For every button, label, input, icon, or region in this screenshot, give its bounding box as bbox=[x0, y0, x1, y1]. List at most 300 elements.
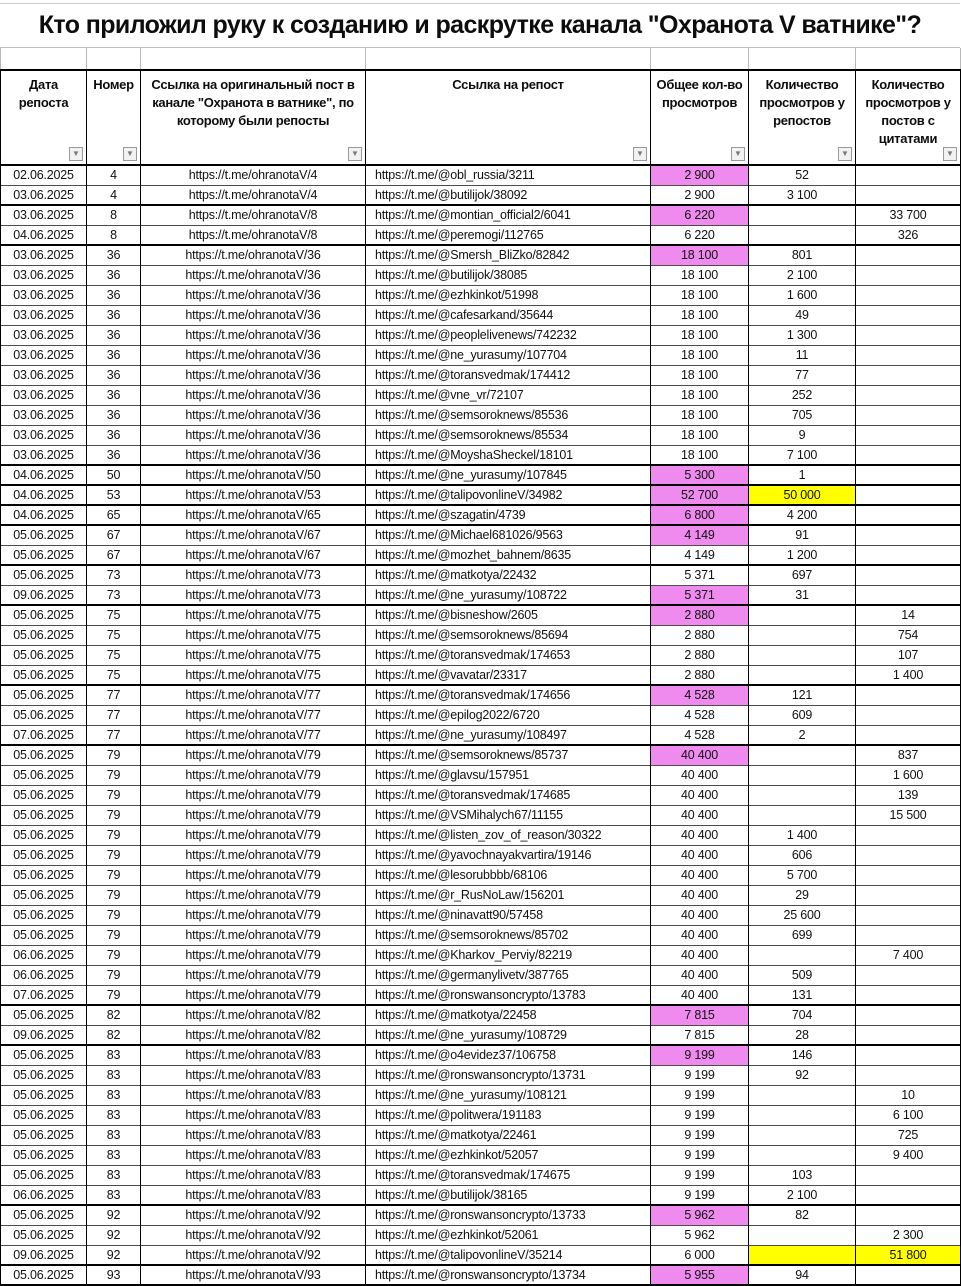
cell-total-views: 18 100 bbox=[651, 285, 749, 305]
cell-quote-views: 139 bbox=[856, 785, 961, 805]
cell-original-link: https://t.me/ohranotaV/77 bbox=[141, 705, 366, 725]
table-row bbox=[1, 705, 961, 725]
cell-total-views: 9 199 bbox=[651, 1045, 749, 1065]
cell-quote-views bbox=[856, 245, 961, 265]
cell-original-link: https://t.me/ohranotaV/75 bbox=[141, 625, 366, 645]
cell-total-views: 40 400 bbox=[651, 785, 749, 805]
cell-total-views: 40 400 bbox=[651, 945, 749, 965]
cell-repost-views: 1 400 bbox=[749, 825, 856, 845]
cell-post-number: 92 bbox=[87, 1225, 141, 1245]
table-row bbox=[1, 325, 961, 345]
table-row bbox=[1, 1125, 961, 1145]
table-row bbox=[1, 1065, 961, 1085]
cell-post-number: 79 bbox=[87, 825, 141, 845]
header-repost-link bbox=[366, 70, 651, 165]
cell-repost-views: 146 bbox=[749, 1045, 856, 1065]
header-total-views bbox=[651, 70, 749, 165]
cell-repost-date: 05.06.2025 bbox=[1, 805, 87, 825]
cell-total-views: 2 880 bbox=[651, 605, 749, 625]
cell-repost-date: 05.06.2025 bbox=[1, 925, 87, 945]
cell-repost-date: 03.06.2025 bbox=[1, 205, 87, 225]
cell-post-number: 79 bbox=[87, 985, 141, 1005]
cell-original-link: https://t.me/ohranotaV/83 bbox=[141, 1105, 366, 1125]
cell-original-link: https://t.me/ohranotaV/83 bbox=[141, 1085, 366, 1105]
table-row bbox=[1, 465, 961, 485]
filter-dropdown-icon[interactable]: ▼ bbox=[838, 147, 852, 161]
table-row bbox=[1, 985, 961, 1005]
cell-original-link: https://t.me/ohranotaV/36 bbox=[141, 285, 366, 305]
cell-repost-link: https://t.me/@butilijok/38085 bbox=[366, 265, 651, 285]
cell-quote-views bbox=[856, 1185, 961, 1205]
table-row bbox=[1, 225, 961, 245]
cell-quote-views bbox=[856, 905, 961, 925]
cell-repost-link: https://t.me/@ronswansoncrypto/13733 bbox=[366, 1205, 651, 1225]
cell-original-link: https://t.me/ohranotaV/36 bbox=[141, 365, 366, 385]
cell-post-number: 67 bbox=[87, 525, 141, 545]
cell-repost-views: 82 bbox=[749, 1205, 856, 1225]
cell-repost-views: 1 300 bbox=[749, 325, 856, 345]
table-row bbox=[1, 485, 961, 505]
cell-quote-views bbox=[856, 1065, 961, 1085]
cell-total-views: 52 700 bbox=[651, 485, 749, 505]
cell-post-number: 36 bbox=[87, 305, 141, 325]
cell-repost-link: https://t.me/@ronswansoncrypto/13731 bbox=[366, 1065, 651, 1085]
header-number bbox=[87, 70, 141, 165]
cell-post-number: 79 bbox=[87, 905, 141, 925]
cell-repost-link: https://t.me/@germanylivetv/387765 bbox=[366, 965, 651, 985]
cell-repost-views: 25 600 bbox=[749, 905, 856, 925]
cell-original-link: https://t.me/ohranotaV/77 bbox=[141, 685, 366, 705]
cell-repost-date: 06.06.2025 bbox=[1, 945, 87, 965]
cell-total-views: 7 815 bbox=[651, 1005, 749, 1025]
cell-total-views: 5 962 bbox=[651, 1205, 749, 1225]
cell-repost-views bbox=[749, 205, 856, 225]
cell-post-number: 83 bbox=[87, 1145, 141, 1165]
cell-repost-link: https://t.me/@VSMihalych67/11155 bbox=[366, 805, 651, 825]
cell-repost-date: 03.06.2025 bbox=[1, 365, 87, 385]
cell-total-views: 9 199 bbox=[651, 1185, 749, 1205]
header-repost-link-label: Ссылка на репост bbox=[452, 77, 564, 92]
cell-repost-link: https://t.me/@mozhet_bahnem/8635 bbox=[366, 545, 651, 565]
cell-repost-views: 1 bbox=[749, 465, 856, 485]
header-date-label: Дата репоста bbox=[18, 77, 69, 110]
cell-total-views: 40 400 bbox=[651, 885, 749, 905]
cell-quote-views bbox=[856, 265, 961, 285]
table-row bbox=[1, 265, 961, 285]
cell-repost-link: https://t.me/@talipovonlineV/34982 bbox=[366, 485, 651, 505]
cell-quote-views bbox=[856, 565, 961, 585]
spacer-cell bbox=[856, 48, 961, 70]
cell-repost-views: 4 200 bbox=[749, 505, 856, 525]
cell-total-views: 2 900 bbox=[651, 165, 749, 185]
cell-quote-views: 9 400 bbox=[856, 1145, 961, 1165]
cell-repost-link: https://t.me/@politwera/191183 bbox=[366, 1105, 651, 1125]
table-row bbox=[1, 1225, 961, 1245]
cell-original-link: https://t.me/ohranotaV/79 bbox=[141, 765, 366, 785]
cell-original-link: https://t.me/ohranotaV/50 bbox=[141, 465, 366, 485]
cell-repost-link: https://t.me/@ne_yurasumy/107704 bbox=[366, 345, 651, 365]
cell-post-number: 77 bbox=[87, 705, 141, 725]
cell-total-views: 5 962 bbox=[651, 1225, 749, 1245]
cell-repost-date: 09.06.2025 bbox=[1, 585, 87, 605]
cell-original-link: https://t.me/ohranotaV/4 bbox=[141, 165, 366, 185]
cell-quote-views bbox=[856, 1165, 961, 1185]
cell-repost-date: 05.06.2025 bbox=[1, 1265, 87, 1285]
cell-post-number: 79 bbox=[87, 845, 141, 865]
cell-quote-views bbox=[856, 585, 961, 605]
cell-post-number: 79 bbox=[87, 765, 141, 785]
cell-repost-views: 705 bbox=[749, 405, 856, 425]
cell-repost-date: 05.06.2025 bbox=[1, 665, 87, 685]
cell-repost-link: https://t.me/@toransvedmak/174685 bbox=[366, 785, 651, 805]
cell-post-number: 79 bbox=[87, 925, 141, 945]
cell-repost-views: 1 600 bbox=[749, 285, 856, 305]
cell-repost-views: 11 bbox=[749, 345, 856, 365]
table-row bbox=[1, 1185, 961, 1205]
header-total-views-label: Общее кол-во просмотров bbox=[656, 77, 743, 110]
cell-quote-views: 15 500 bbox=[856, 805, 961, 825]
cell-repost-views: 77 bbox=[749, 365, 856, 385]
cell-post-number: 36 bbox=[87, 245, 141, 265]
cell-repost-date: 07.06.2025 bbox=[1, 985, 87, 1005]
cell-total-views: 5 955 bbox=[651, 1265, 749, 1285]
cell-repost-link: https://t.me/@ronswansoncrypto/13783 bbox=[366, 985, 651, 1005]
cell-quote-views: 326 bbox=[856, 225, 961, 245]
spacer-cell bbox=[366, 48, 651, 70]
cell-quote-views bbox=[856, 685, 961, 705]
cell-post-number: 53 bbox=[87, 485, 141, 505]
cell-post-number: 93 bbox=[87, 1265, 141, 1285]
cell-post-number: 36 bbox=[87, 325, 141, 345]
cell-repost-views bbox=[749, 1085, 856, 1105]
title-block bbox=[0, 3, 960, 48]
cell-repost-date: 05.06.2025 bbox=[1, 1085, 87, 1105]
cell-repost-date: 07.06.2025 bbox=[1, 725, 87, 745]
cell-repost-views: 697 bbox=[749, 565, 856, 585]
filter-dropdown-icon[interactable]: ▼ bbox=[731, 147, 745, 161]
table-row bbox=[1, 245, 961, 265]
header-original-link bbox=[141, 70, 366, 165]
cell-quote-views bbox=[856, 165, 961, 185]
cell-repost-date: 06.06.2025 bbox=[1, 1185, 87, 1205]
cell-post-number: 83 bbox=[87, 1045, 141, 1065]
cell-total-views: 4 528 bbox=[651, 725, 749, 745]
cell-quote-views bbox=[856, 305, 961, 325]
cell-repost-link: https://t.me/@ezhkinkot/51998 bbox=[366, 285, 651, 305]
cell-post-number: 83 bbox=[87, 1065, 141, 1085]
cell-quote-views: 51 800 bbox=[856, 1245, 961, 1265]
cell-repost-date: 04.06.2025 bbox=[1, 485, 87, 505]
cell-quote-views: 33 700 bbox=[856, 205, 961, 225]
cell-repost-views bbox=[749, 1105, 856, 1125]
cell-repost-date: 05.06.2025 bbox=[1, 1005, 87, 1025]
cell-original-link: https://t.me/ohranotaV/79 bbox=[141, 865, 366, 885]
cell-repost-views: 509 bbox=[749, 965, 856, 985]
cell-repost-views: 52 bbox=[749, 165, 856, 185]
cell-total-views: 2 880 bbox=[651, 625, 749, 645]
cell-original-link: https://t.me/ohranotaV/67 bbox=[141, 525, 366, 545]
cell-repost-views bbox=[749, 745, 856, 765]
cell-repost-link: https://t.me/@ninavatt90/57458 bbox=[366, 905, 651, 925]
cell-total-views: 4 149 bbox=[651, 525, 749, 545]
cell-repost-date: 05.06.2025 bbox=[1, 1205, 87, 1225]
cell-post-number: 36 bbox=[87, 265, 141, 285]
header-quote-views bbox=[856, 70, 961, 165]
cell-total-views: 40 400 bbox=[651, 925, 749, 945]
table-row bbox=[1, 165, 961, 185]
spacer-cell bbox=[1, 48, 87, 70]
header-date bbox=[1, 70, 87, 165]
cell-total-views: 5 300 bbox=[651, 465, 749, 485]
cell-post-number: 50 bbox=[87, 465, 141, 485]
header-repost-views-label: Количество просмотров у репостов bbox=[759, 77, 845, 128]
table-row bbox=[1, 685, 961, 705]
cell-repost-link: https://t.me/@o4evidez37/106758 bbox=[366, 1045, 651, 1065]
cell-original-link: https://t.me/ohranotaV/93 bbox=[141, 1265, 366, 1285]
cell-repost-link: https://t.me/@epilog2022/6720 bbox=[366, 705, 651, 725]
spacer-cell bbox=[749, 48, 856, 70]
cell-repost-views: 28 bbox=[749, 1025, 856, 1045]
filter-dropdown-icon[interactable]: ▼ bbox=[633, 147, 647, 161]
table-row bbox=[1, 625, 961, 645]
cell-post-number: 36 bbox=[87, 445, 141, 465]
cell-repost-link: https://t.me/@Michael681026/9563 bbox=[366, 525, 651, 545]
cell-repost-views bbox=[749, 645, 856, 665]
cell-repost-date: 04.06.2025 bbox=[1, 465, 87, 485]
cell-repost-date: 05.06.2025 bbox=[1, 525, 87, 545]
cell-quote-views bbox=[856, 545, 961, 565]
cell-total-views: 2 880 bbox=[651, 645, 749, 665]
cell-repost-date: 05.06.2025 bbox=[1, 1125, 87, 1145]
table-row bbox=[1, 645, 961, 665]
cell-post-number: 82 bbox=[87, 1025, 141, 1045]
table-row bbox=[1, 945, 961, 965]
cell-total-views: 9 199 bbox=[651, 1145, 749, 1165]
cell-repost-link: https://t.me/@cafesarkand/35644 bbox=[366, 305, 651, 325]
header-original-link-label: Ссылка на оригинальный пост в канале "Охранота в ватнике", по которому были репосты bbox=[151, 77, 355, 128]
cell-repost-link: https://t.me/@Kharkov_Perviy/82219 bbox=[366, 945, 651, 965]
cell-total-views: 18 100 bbox=[651, 385, 749, 405]
cell-repost-link: https://t.me/@semsoroknews/85737 bbox=[366, 745, 651, 765]
cell-repost-link: https://t.me/@vne_vr/72107 bbox=[366, 385, 651, 405]
cell-quote-views bbox=[856, 825, 961, 845]
cell-quote-views bbox=[856, 965, 961, 985]
cell-repost-link: https://t.me/@ne_yurasumy/107845 bbox=[366, 465, 651, 485]
cell-quote-views bbox=[856, 705, 961, 725]
cell-repost-date: 03.06.2025 bbox=[1, 285, 87, 305]
cell-repost-link: https://t.me/@vavatar/23317 bbox=[366, 665, 651, 685]
table-row bbox=[1, 545, 961, 565]
table-row bbox=[1, 565, 961, 585]
cell-repost-views: 29 bbox=[749, 885, 856, 905]
table-row bbox=[1, 305, 961, 325]
cell-total-views: 40 400 bbox=[651, 825, 749, 845]
cell-post-number: 83 bbox=[87, 1085, 141, 1105]
cell-repost-views bbox=[749, 765, 856, 785]
cell-total-views: 4 149 bbox=[651, 545, 749, 565]
cell-repost-views: 7 100 bbox=[749, 445, 856, 465]
cell-quote-views bbox=[856, 485, 961, 505]
cell-total-views: 18 100 bbox=[651, 365, 749, 385]
cell-repost-date: 05.06.2025 bbox=[1, 1225, 87, 1245]
cell-repost-link: https://t.me/@toransvedmak/174656 bbox=[366, 685, 651, 705]
cell-repost-views bbox=[749, 1145, 856, 1165]
cell-original-link: https://t.me/ohranotaV/79 bbox=[141, 785, 366, 805]
cell-post-number: 36 bbox=[87, 285, 141, 305]
cell-repost-link: https://t.me/@ne_yurasumy/108722 bbox=[366, 585, 651, 605]
cell-repost-link: https://t.me/@ne_yurasumy/108729 bbox=[366, 1025, 651, 1045]
cell-repost-date: 05.06.2025 bbox=[1, 645, 87, 665]
cell-repost-views: 31 bbox=[749, 585, 856, 605]
cell-post-number: 79 bbox=[87, 805, 141, 825]
cell-quote-views bbox=[856, 345, 961, 365]
cell-quote-views: 1 600 bbox=[856, 765, 961, 785]
table-row bbox=[1, 1045, 961, 1065]
cell-quote-views: 2 300 bbox=[856, 1225, 961, 1245]
cell-quote-views bbox=[856, 385, 961, 405]
cell-original-link: https://t.me/ohranotaV/36 bbox=[141, 265, 366, 285]
repost-table bbox=[0, 48, 961, 1286]
cell-quote-views bbox=[856, 1005, 961, 1025]
filter-dropdown-icon[interactable]: ▼ bbox=[348, 147, 362, 161]
cell-total-views: 6 220 bbox=[651, 205, 749, 225]
cell-original-link: https://t.me/ohranotaV/83 bbox=[141, 1065, 366, 1085]
table-row bbox=[1, 765, 961, 785]
cell-post-number: 8 bbox=[87, 225, 141, 245]
cell-repost-date: 05.06.2025 bbox=[1, 765, 87, 785]
header-row bbox=[1, 70, 961, 165]
cell-repost-link: https://t.me/@ezhkinkot/52057 bbox=[366, 1145, 651, 1165]
cell-total-views: 5 371 bbox=[651, 565, 749, 585]
cell-original-link: https://t.me/ohranotaV/83 bbox=[141, 1165, 366, 1185]
cell-original-link: https://t.me/ohranotaV/83 bbox=[141, 1125, 366, 1145]
filter-dropdown-icon[interactable]: ▼ bbox=[69, 147, 83, 161]
cell-original-link: https://t.me/ohranotaV/79 bbox=[141, 805, 366, 825]
cell-total-views: 9 199 bbox=[651, 1065, 749, 1085]
cell-repost-date: 03.06.2025 bbox=[1, 345, 87, 365]
cell-repost-link: https://t.me/@semsoroknews/85534 bbox=[366, 425, 651, 445]
cell-quote-views bbox=[856, 1045, 961, 1065]
cell-repost-views bbox=[749, 665, 856, 685]
cell-repost-link: https://t.me/@toransvedmak/174675 bbox=[366, 1165, 651, 1185]
cell-total-views: 18 100 bbox=[651, 425, 749, 445]
table-row bbox=[1, 665, 961, 685]
cell-repost-date: 09.06.2025 bbox=[1, 1025, 87, 1045]
cell-original-link: https://t.me/ohranotaV/73 bbox=[141, 585, 366, 605]
table-row bbox=[1, 585, 961, 605]
cell-repost-views: 5 700 bbox=[749, 865, 856, 885]
cell-repost-date: 05.06.2025 bbox=[1, 745, 87, 765]
cell-quote-views bbox=[856, 1205, 961, 1225]
cell-post-number: 75 bbox=[87, 605, 141, 625]
cell-repost-link: https://t.me/@matkotya/22461 bbox=[366, 1125, 651, 1145]
cell-repost-date: 05.06.2025 bbox=[1, 705, 87, 725]
cell-post-number: 79 bbox=[87, 745, 141, 765]
cell-repost-date: 03.06.2025 bbox=[1, 445, 87, 465]
table-row bbox=[1, 1025, 961, 1045]
header-repost-views bbox=[749, 70, 856, 165]
table-row bbox=[1, 805, 961, 825]
table-row bbox=[1, 345, 961, 365]
table-row bbox=[1, 1145, 961, 1165]
table-row bbox=[1, 525, 961, 545]
cell-repost-date: 03.06.2025 bbox=[1, 325, 87, 345]
cell-total-views: 18 100 bbox=[651, 325, 749, 345]
spreadsheet-page bbox=[0, 3, 960, 1286]
cell-post-number: 73 bbox=[87, 585, 141, 605]
cell-repost-views bbox=[749, 1245, 856, 1265]
cell-quote-views bbox=[856, 185, 961, 205]
filter-dropdown-icon[interactable]: ▼ bbox=[123, 147, 137, 161]
cell-repost-date: 03.06.2025 bbox=[1, 405, 87, 425]
cell-repost-link: https://t.me/@ne_yurasumy/108497 bbox=[366, 725, 651, 745]
cell-repost-link: https://t.me/@glavsu/157951 bbox=[366, 765, 651, 785]
table-row bbox=[1, 1105, 961, 1125]
cell-post-number: 8 bbox=[87, 205, 141, 225]
table-row bbox=[1, 865, 961, 885]
cell-repost-link: https://t.me/@r_RusNoLaw/156201 bbox=[366, 885, 651, 905]
cell-post-number: 77 bbox=[87, 685, 141, 705]
cell-total-views: 40 400 bbox=[651, 745, 749, 765]
table-row bbox=[1, 405, 961, 425]
cell-repost-views: 801 bbox=[749, 245, 856, 265]
cell-post-number: 82 bbox=[87, 1005, 141, 1025]
cell-repost-views: 103 bbox=[749, 1165, 856, 1185]
cell-repost-link: https://t.me/@butilijok/38165 bbox=[366, 1185, 651, 1205]
cell-quote-views bbox=[856, 725, 961, 745]
cell-total-views: 9 199 bbox=[651, 1125, 749, 1145]
cell-quote-views: 7 400 bbox=[856, 945, 961, 965]
cell-post-number: 75 bbox=[87, 645, 141, 665]
cell-repost-link: https://t.me/@semsoroknews/85702 bbox=[366, 925, 651, 945]
cell-repost-date: 05.06.2025 bbox=[1, 825, 87, 845]
cell-repost-views: 91 bbox=[749, 525, 856, 545]
cell-repost-date: 05.06.2025 bbox=[1, 545, 87, 565]
cell-repost-views: 131 bbox=[749, 985, 856, 1005]
cell-repost-views bbox=[749, 1225, 856, 1245]
cell-repost-link: https://t.me/@matkotya/22458 bbox=[366, 1005, 651, 1025]
cell-post-number: 83 bbox=[87, 1185, 141, 1205]
cell-post-number: 4 bbox=[87, 185, 141, 205]
cell-total-views: 18 100 bbox=[651, 405, 749, 425]
cell-quote-views: 107 bbox=[856, 645, 961, 665]
table-row bbox=[1, 825, 961, 845]
cell-repost-link: https://t.me/@Smersh_BliZko/82842 bbox=[366, 245, 651, 265]
cell-original-link: https://t.me/ohranotaV/77 bbox=[141, 725, 366, 745]
cell-repost-link: https://t.me/@ronswansoncrypto/13734 bbox=[366, 1265, 651, 1285]
cell-repost-date: 05.06.2025 bbox=[1, 785, 87, 805]
cell-original-link: https://t.me/ohranotaV/36 bbox=[141, 245, 366, 265]
cell-original-link: https://t.me/ohranotaV/73 bbox=[141, 565, 366, 585]
cell-repost-views: 704 bbox=[749, 1005, 856, 1025]
cell-original-link: https://t.me/ohranotaV/83 bbox=[141, 1145, 366, 1165]
cell-quote-views bbox=[856, 445, 961, 465]
cell-original-link: https://t.me/ohranotaV/36 bbox=[141, 325, 366, 345]
cell-repost-date: 04.06.2025 bbox=[1, 225, 87, 245]
table-row bbox=[1, 745, 961, 765]
cell-repost-date: 05.06.2025 bbox=[1, 845, 87, 865]
cell-quote-views bbox=[856, 845, 961, 865]
cell-total-views: 40 400 bbox=[651, 865, 749, 885]
cell-quote-views: 6 100 bbox=[856, 1105, 961, 1125]
cell-total-views: 40 400 bbox=[651, 765, 749, 785]
cell-quote-views: 725 bbox=[856, 1125, 961, 1145]
cell-repost-date: 05.06.2025 bbox=[1, 1065, 87, 1085]
cell-post-number: 79 bbox=[87, 865, 141, 885]
filter-dropdown-icon[interactable]: ▼ bbox=[943, 147, 957, 161]
cell-repost-views: 2 bbox=[749, 725, 856, 745]
cell-total-views: 6 000 bbox=[651, 1245, 749, 1265]
